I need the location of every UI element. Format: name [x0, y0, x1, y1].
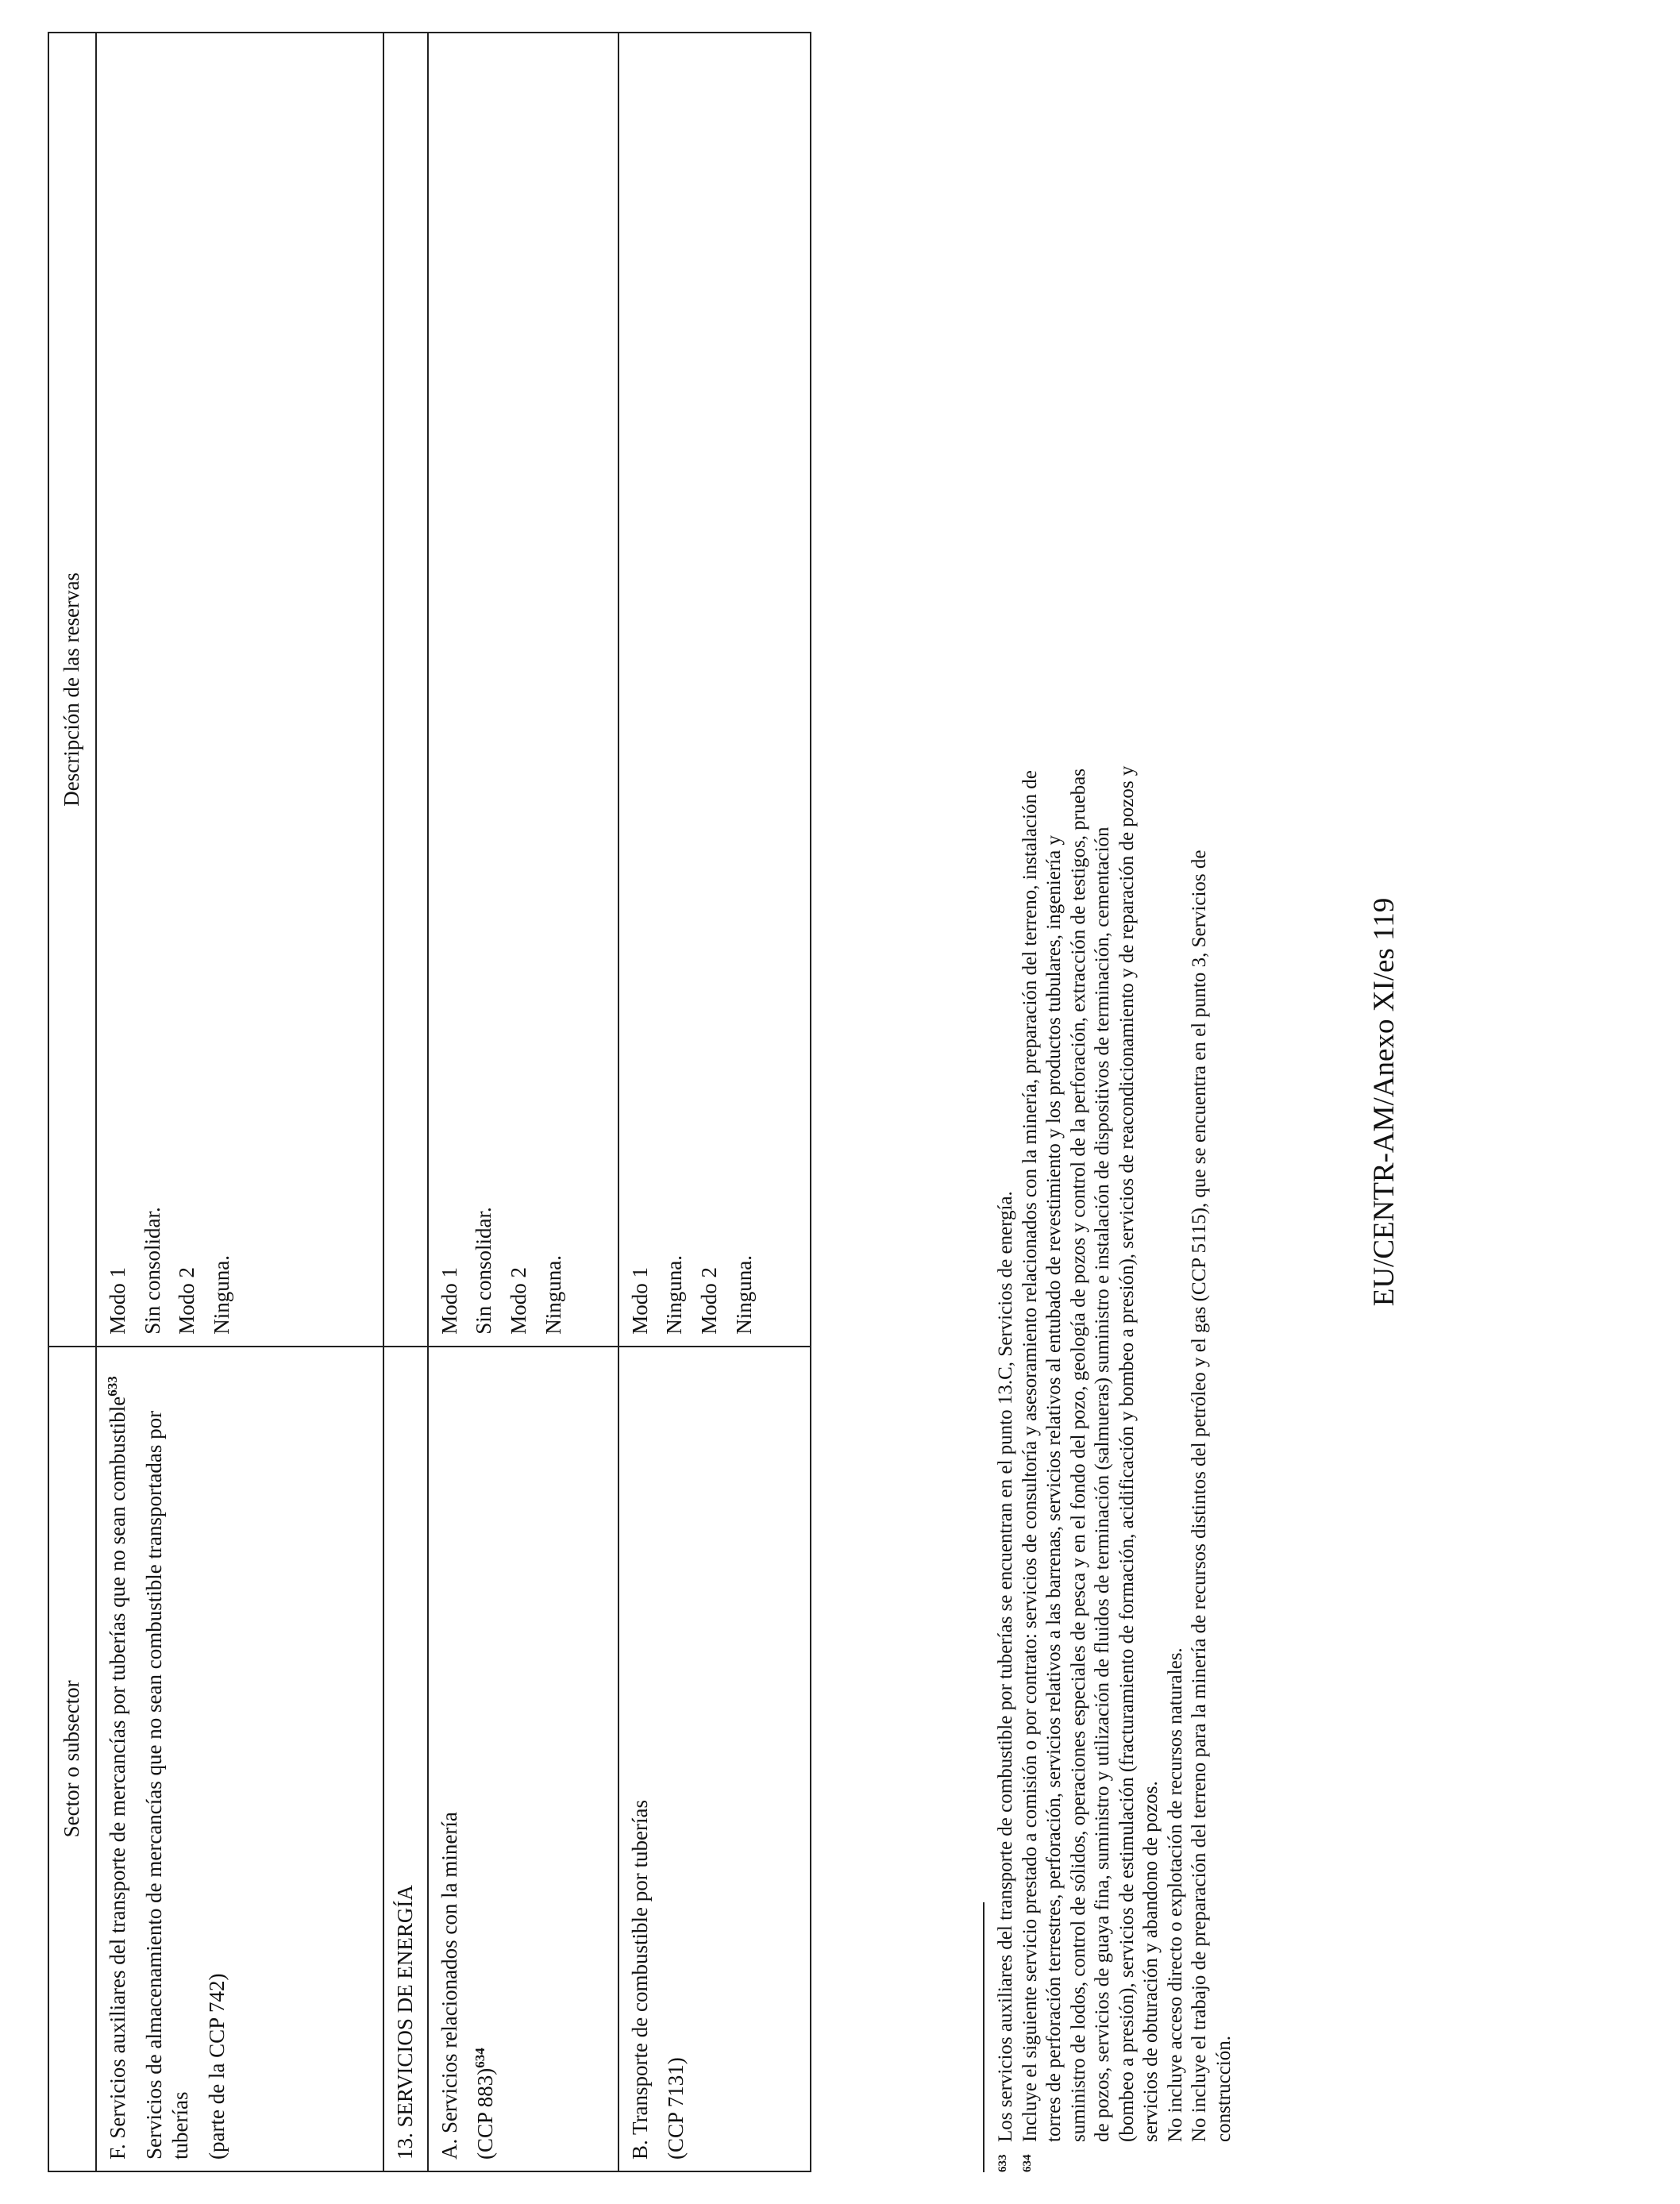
row-a-ccp: (CCP 883): [473, 2067, 498, 2160]
row-b-mode2-value: Ninguna.: [731, 1254, 756, 1335]
row-b-mode1-value: Ninguna.: [662, 1254, 687, 1335]
footnote-line: suministro de lodos, control de sólidos, operaciones especiales de pesca y en el fondo del pozo, geología de pozos y control de la perforación, extracción de testigos, pruebas: [1067, 768, 1089, 2142]
table-row-b: [618, 33, 811, 2171]
row-f-storage: Servicios de almacenamiento de mercancías que no sean combustible transportadas por tuberías: [141, 1410, 193, 2160]
description-cell-b: [618, 33, 811, 1347]
row-f-mode2-value: Ninguna.: [210, 1254, 233, 1335]
footnote-line: No incluye acceso directo o explotación de recursos naturales.: [1164, 1647, 1186, 2142]
section-13-title: 13. SERVICIOS DE ENERGÍA: [383, 1347, 428, 2171]
footnote-line: No incluye el trabajo de preparación del terreno para la minería de recursos distintos del petróleo y el gas (CCP 5115), que se encuentra en el punto 3, Servicios de: [1189, 850, 1210, 2142]
table-row-f: [96, 33, 383, 2171]
footnote-line: torres de perforación terrestres, perforación, servicios relativos a las barrenas, servicios relativos al entubado de revestimiento y los productos tubulares, ingeniería y: [1043, 835, 1065, 2142]
row-f-ccp: (parte de la CCP 742): [205, 1973, 229, 2160]
footnote-separator: [983, 1902, 984, 2172]
footnote-number: 633: [996, 2154, 1009, 2172]
row-a-mode2-value: Ninguna.: [541, 1254, 565, 1335]
page-footer-reference: EU/CENTR-AM/Anexo XI/es 119: [1368, 897, 1401, 1307]
sector-cell-b: [618, 1347, 811, 2171]
footnote-ref-634: 634: [472, 2048, 488, 2068]
description-cell-a: [428, 33, 618, 1347]
row-f-mode1: Modo 1: [105, 1266, 129, 1335]
footnote-line: (bombeo a presión), servicios de estimulación (fracturamiento de formación, acidificación y bombeo a presión), servicios de reacondicionamiento y de reparación de pozos y: [1116, 765, 1138, 2142]
table-row-a: [428, 33, 618, 2171]
footnote-number: 634: [1020, 2154, 1034, 2172]
footnote-line: de pozos, servicios de guaya fina, suministro y utilización de fluidos de terminación (salmueras) suministro e instalación de dispositivos de terminación, cementación: [1092, 826, 1113, 2142]
row-b-mode2: Modo 2: [697, 1266, 721, 1335]
row-b-mode1: Modo 1: [627, 1266, 652, 1335]
footnotes: [994, 60, 1236, 2172]
sector-cell-f: [96, 1347, 383, 2171]
footnote-line: Los servicios auxiliares del transporte de combustible por tuberías se encuentran en el punto 13.C, Servicios de energía.: [995, 1191, 1016, 2142]
row-a-mode2: Modo 2: [507, 1266, 530, 1335]
footnote-ref-633: 633: [104, 1376, 120, 1397]
row-a-mode1: Modo 1: [437, 1266, 461, 1335]
footnote-line: servicios de obturación y abandono de pozos.: [1140, 1781, 1162, 2142]
footnote-633: [994, 60, 1019, 2172]
row-b-title: B. Transporte de combustible por tuberías: [627, 1800, 652, 2160]
row-b-ccp: (CCP 7131): [664, 2057, 688, 2160]
description-cell-f: [96, 33, 383, 1347]
row-f-mode2: Modo 2: [175, 1266, 199, 1335]
footnote-line: construcción.: [1212, 2036, 1235, 2142]
header-sector: Sector o subsector: [48, 1347, 96, 2171]
footnote-634: [1019, 60, 1237, 2172]
row-f-title: F. Servicios auxiliares del transporte de mercancías por tuberías que no sean combustible: [105, 1396, 129, 2160]
footnote-line: Incluye el siguiente servicio prestado a comisión o por contrato: servicios de consultoría y asesoramiento relacionados con la minería, preparación del terreno, instalación de: [1019, 770, 1041, 2142]
reservations-table: [48, 32, 811, 2172]
header-description: Descripción de las reservas: [48, 33, 96, 1347]
row-a-title: A. Servicios relacionados con la minería: [437, 1812, 461, 2160]
table-row-section-13: [383, 33, 428, 2171]
row-a-mode1-value: Sin consolidar.: [472, 1207, 496, 1335]
table-header-row: [48, 33, 96, 2171]
sector-cell-a: [428, 1347, 618, 2171]
section-13-empty: [383, 33, 428, 1347]
row-f-mode1-value: Sin consolidar.: [140, 1207, 164, 1335]
